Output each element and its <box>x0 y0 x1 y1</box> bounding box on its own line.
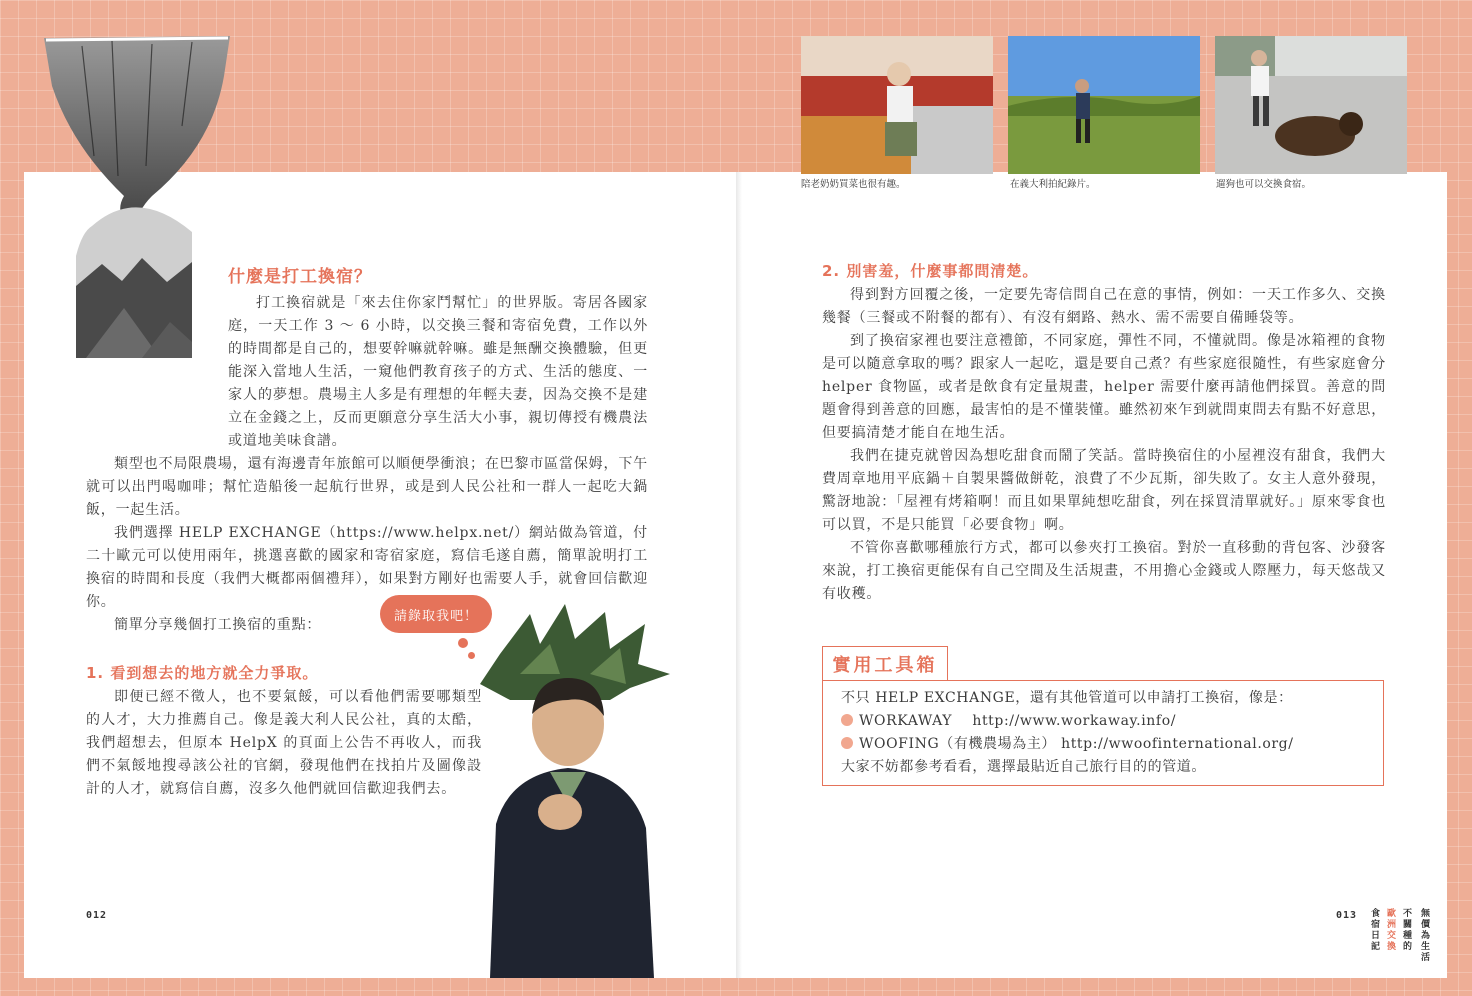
running-title-4: 食宿日記 <box>1369 908 1379 952</box>
toolbox-item-name: WORKAWAY <box>859 713 953 729</box>
photo-filming-italy <box>1008 36 1200 174</box>
paragraph-czech-story: 我們在捷克就曾因為想吃甜食而鬧了笑話。當時換宿住的小屋裡沒有甜食，我們大費周章地用平底鍋＋自製果醬做餅乾，浪費了不少瓦斯，卻失敗了。女主人意外發現，驚訝地說：「屋裡有烤箱啊！而且如果單純想吃甜食，列在採買清單就好。」原來零食也可以買，不是只能買「必要食物」啊。 <box>822 448 1386 533</box>
point1-text-block <box>86 686 482 801</box>
page-number-left: 012 <box>86 910 108 921</box>
toolbox-box <box>822 680 1384 786</box>
caption-filming: 在義大利拍紀錄片。 <box>1010 179 1096 190</box>
toolbox-item-url[interactable]: http://www.workaway.info/ <box>972 713 1177 729</box>
running-title-2: 不關種的 <box>1401 908 1411 952</box>
caption-dog: 遛狗也可以交換食宿。 <box>1216 179 1312 190</box>
speech-dot <box>458 638 468 648</box>
paragraph-types: 類型也不局限農場，還有海邊青年旅館可以順便學衝浪；在巴黎市區當保姆，下午就可以出門喝咖啡；幫忙造船後一起航行世界，或是到人民公社和一群人一起吃大鍋飯，一起生活。 <box>86 456 648 518</box>
paragraph-helpx: 我們選擇 HELP EXCHANGE（https://www.helpx.net/）網站做為管道，付二十歐元可以使用兩年，挑選喜歡的國家和寄宿家庭，寫信毛遂自薦，簡單說明打工換宿的時間和長度（我們大概都兩個禮拜），如果對方剛好也需要人手，就會回信歡迎你。 <box>86 525 648 610</box>
bullet-icon <box>841 737 853 749</box>
paragraph-ask-first: 得到對方回覆之後，一定要先寄信問自己在意的事情，例如：一天工作多久、交換幾餐（三餐或不附餐的都有）、有沒有網路、熱水、需不需要自備睡袋等。 <box>822 287 1386 326</box>
point2-text-block <box>822 284 1386 606</box>
section-title: 什麼是打工換宿？ <box>228 267 372 287</box>
page-number-right: 013 <box>1336 910 1358 921</box>
paragraph-intro: 打工換宿就是「來去住你家鬥幫忙」的世界版。寄居各國家庭，一天工作 3 ～ 6 小時，以交換三餐和寄宿免費，工作以外的時間都是自己的，想要幹嘛就幹嘛。雖是無酬交換體驗，但更能深入當地人生活，一窺他們教育孩子的方式、生活的態度、一家人的夢想。農場主人多是有理想的年輕夫妻，因為交換不是建立在金錢之上，反而更願意分享生活大小事，親切傳授有機農法或道地美味食譜。 <box>228 295 648 449</box>
running-title-3: 歐洲交換 <box>1385 908 1395 952</box>
speech-bubble: 請錄取我吧！ <box>380 595 492 633</box>
point1-title: 1. 看到想去的地方就全力爭取。 <box>86 664 319 682</box>
toolbox-tab: 實用工具箱 <box>822 646 948 681</box>
toolbox-outro: 大家不妨都參考看看，選擇最貼近自己旅行目的的管道。 <box>841 759 1206 775</box>
point2-title: 2. 別害羞，什麼事都問清楚。 <box>822 262 1039 280</box>
toolbox-intro: 不只 HELP EXCHANGE，還有其他管道可以申請打工換宿，像是： <box>841 690 1293 706</box>
paragraph-etiquette: 到了換宿家裡也要注意禮節，不同家庭，彈性不同，不懂就問。像是冰箱裡的食物是可以隨意拿取的嗎？跟家人一起吃，還是要自己煮？有些家庭很隨性，有些家庭會分 helper 食物區，或者是飲食有定量規畫，helper 需要什麼再請他們採買。善意的問題會得到善意的回應，最害怕的是不懂裝懂。雖然初來乍到就問東問去有點不好意思，但要搞清楚才能自在地生活。 <box>822 333 1386 441</box>
person-with-leaf-crown-photo <box>470 604 676 978</box>
paragraph-conclusion: 不管你喜歡哪種旅行方式，都可以參夾打工換宿。對於一直移動的背包客、沙發客來說，打工換宿更能保有自己空間及生活規畫，不用擔心金錢或人際壓力，每天悠哉又有收穫。 <box>822 540 1386 602</box>
toolbox-item-name: WOOFING（有機農場為主） <box>859 736 1057 752</box>
caption-grocery: 陪老奶奶買菜也很有趣。 <box>801 179 906 190</box>
toolbox-item-url[interactable]: http://wwoofinternational.org/ <box>1061 736 1294 752</box>
paragraph-tips: 簡單分享幾個打工換宿的重點： <box>114 617 322 633</box>
running-title-1: 無價為生活 <box>1419 908 1429 963</box>
photo-walking-dog <box>1215 36 1407 174</box>
intro-text-block <box>86 292 648 637</box>
toolbox-item <box>841 710 1365 733</box>
toolbox-item <box>841 733 1365 756</box>
photo-grocery <box>801 36 993 174</box>
bullet-icon <box>841 714 853 726</box>
point1-paragraph: 即便已經不徵人，也不要氣餒，可以看他們需要哪類型的人才，大力推薦自己。像是義大利人民公社，真的太酷，我們超想去，但原本 HelpX 的頁面上公告不再收人，而我們不氣餒地搜尋該公社的官網，發現他們在找拍片及圖像設計的人才，就寫信自薦，沒多久他們就回信歡迎我們去。 <box>86 689 482 797</box>
